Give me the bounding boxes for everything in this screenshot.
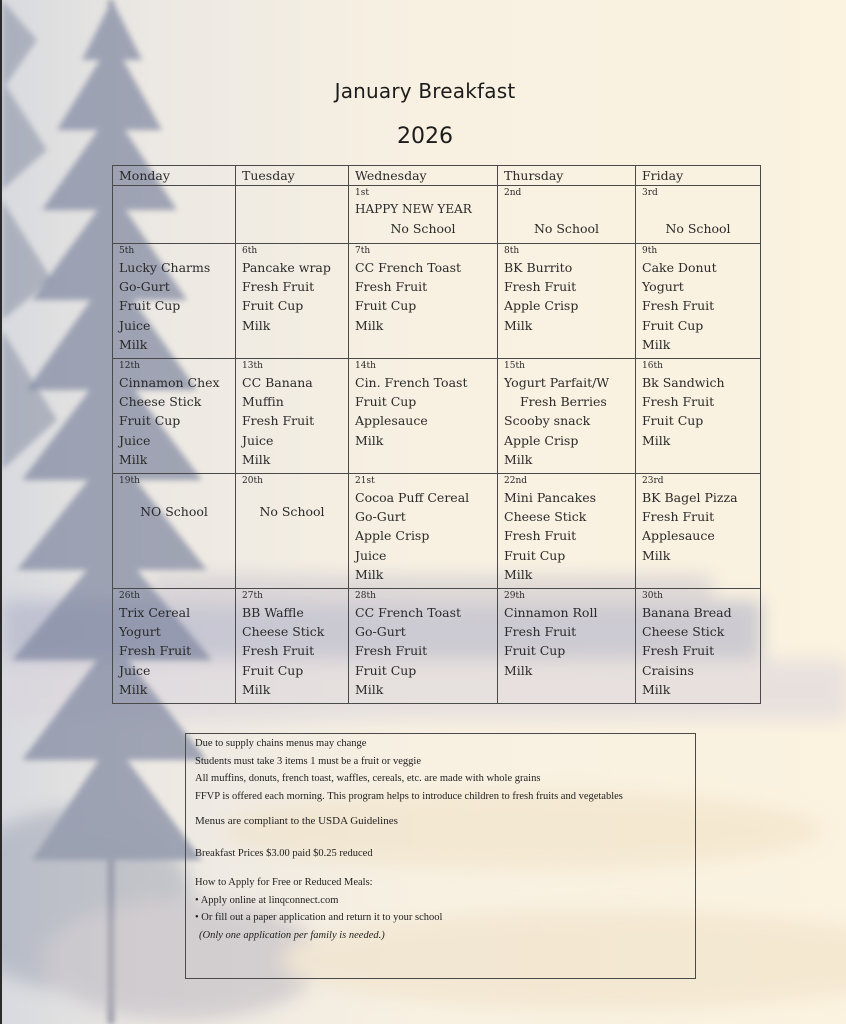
menu-item: Fresh Berries	[520, 394, 607, 410]
menu-item: Fruit Cup	[504, 547, 566, 563]
breakfast-calendar	[112, 165, 761, 704]
page-title: January Breakfast	[334, 79, 516, 103]
day-number: 23rd	[642, 476, 664, 486]
menu-item: Cinnamon Chex	[119, 375, 220, 390]
menu-item: Fresh Fruit	[242, 413, 315, 429]
day-number: 16th	[642, 361, 663, 371]
menu-item: Go-Gurt	[119, 279, 170, 295]
menu-item: Fresh Fruit	[642, 298, 715, 314]
menu-item: Milk	[642, 336, 671, 352]
compliance-note: Menus are compliant to the USDA Guidelines	[195, 815, 398, 827]
weekday-header: Tuesday	[236, 166, 349, 186]
menu-item: Apple Crisp	[355, 528, 430, 544]
menu-item: Scooby snack	[504, 413, 591, 429]
price-note: Breakfast Prices $3.00 paid $0.25 reduced	[195, 847, 373, 859]
menu-item: Juice	[119, 317, 151, 333]
day-number: 21st	[355, 476, 375, 486]
menu-item: Milk	[119, 451, 148, 467]
menu-item: Milk	[242, 317, 271, 333]
menu-item: No School	[533, 221, 600, 236]
menu-item: BK Bagel Pizza	[642, 490, 738, 505]
weekday-header: Thursday	[498, 166, 636, 186]
day-cell	[636, 244, 761, 359]
menu-item: Cocoa Puff Cereal	[355, 490, 470, 505]
menu-item: Fresh Fruit	[242, 279, 315, 295]
menu-item: CC French Toast	[355, 260, 462, 275]
day-number: 13th	[242, 361, 263, 371]
menu-item: Mini Pancakes	[504, 490, 597, 505]
menu-item: Applesauce	[642, 528, 715, 544]
menu-item: Fruit Cup	[119, 298, 181, 314]
day-cell	[349, 589, 498, 704]
day-number: 8th	[504, 246, 520, 256]
menu-item: Milk	[119, 336, 148, 352]
menu-item: Milk	[355, 317, 384, 333]
menu-item: NO School	[140, 504, 208, 519]
menu-item: Milk	[642, 681, 671, 697]
day-cell	[349, 244, 498, 359]
day-number: 3rd	[642, 188, 658, 198]
weekday-header: Friday	[636, 166, 761, 186]
menu-item: Fruit Cup	[504, 643, 566, 659]
notes-box	[185, 733, 696, 979]
menu-item: Fresh Fruit	[504, 624, 577, 640]
menu-item: No School	[390, 221, 456, 237]
day-cell	[236, 589, 349, 704]
menu-item: Milk	[242, 451, 271, 467]
menu-item: CC French Toast	[355, 605, 462, 620]
menu-item: Fresh Fruit	[504, 528, 577, 544]
apply-heading: How to Apply for Free or Reduced Meals:	[195, 877, 373, 888]
menu-item: Milk	[355, 566, 384, 582]
day-cell	[498, 359, 636, 474]
menu-item: Fresh Fruit	[642, 509, 715, 525]
menu-item: HAPPY NEW YEAR	[355, 202, 472, 216]
day-number: 26th	[119, 591, 140, 601]
day-number: 6th	[242, 246, 258, 256]
week-row	[113, 474, 761, 589]
menu-item: Apple Crisp	[504, 432, 579, 448]
menu-item: CC Banana	[242, 375, 313, 390]
menu-item: Cheese Stick	[119, 394, 202, 410]
menu-item: Banana Bread	[642, 605, 732, 620]
week-row	[113, 589, 761, 704]
menu-item: Lucky Charms	[119, 260, 211, 275]
day-cell	[113, 359, 236, 474]
menu-item: Fresh Fruit	[355, 643, 428, 659]
menu-item: Milk	[242, 681, 271, 697]
day-cell	[498, 244, 636, 359]
menu-item: Go-Gurt	[355, 509, 406, 525]
day-cell	[113, 589, 236, 704]
menu-item: Trix Cereal	[119, 605, 191, 620]
day-number: 9th	[642, 246, 658, 256]
menu-item: Fruit Cup	[119, 413, 181, 429]
day-cell	[498, 186, 636, 244]
day-number: 20th	[242, 476, 263, 486]
menu-item: Cheese Stick	[504, 509, 587, 525]
menu-item: Fruit Cup	[242, 662, 304, 678]
day-cell	[349, 474, 498, 589]
day-cell	[236, 474, 349, 589]
menu-item: Fresh Fruit	[242, 643, 315, 659]
menu-item: Fruit Cup	[355, 394, 417, 410]
menu-item: Juice	[119, 662, 151, 678]
menu-item: Fresh Fruit	[119, 643, 192, 659]
day-cell	[636, 474, 761, 589]
day-number: 29th	[504, 591, 525, 601]
note-line: Students must take 3 items 1 must be a fruit or veggie	[195, 755, 422, 767]
menu-item: Applesauce	[355, 413, 428, 429]
day-cell	[113, 474, 236, 589]
menu-item: Milk	[642, 432, 671, 448]
menu-item: Muffin	[242, 394, 284, 410]
day-cell	[236, 359, 349, 474]
menu-item: Juice	[119, 432, 151, 448]
menu-item: Bk Sandwich	[642, 375, 725, 390]
page-year: 2026	[397, 124, 453, 149]
menu-item: Yogurt	[642, 279, 684, 295]
menu-item: Milk	[504, 662, 533, 678]
day-number: 1st	[355, 188, 369, 198]
menu-item: Fruit Cup	[242, 298, 304, 314]
menu-item: Apple Crisp	[504, 298, 579, 314]
day-number: 2nd	[504, 188, 522, 198]
menu-item: Fruit Cup	[355, 298, 417, 314]
day-number: 12th	[119, 361, 140, 371]
day-number: 28th	[355, 591, 376, 601]
day-cell	[349, 359, 498, 474]
day-cell	[498, 589, 636, 704]
day-number: 15th	[504, 361, 525, 371]
day-cell	[113, 244, 236, 359]
menu-item: Milk	[119, 681, 148, 697]
note-line: All muffins, donuts, french toast, waffles, cereals, etc. are made with whole grains	[195, 773, 541, 784]
menu-item: Fruit Cup	[355, 662, 417, 678]
menu-item: Cheese Stick	[642, 624, 725, 640]
day-number: 27th	[242, 591, 263, 601]
note-line: FFVP is offered each morning. This program helps to introduce children to fresh fruits and vegetables	[195, 790, 623, 802]
day-number: 7th	[355, 246, 371, 256]
note-line: Due to supply chains menus may change	[195, 738, 367, 749]
menu-item: Craisins	[642, 662, 694, 678]
menu-item: Fruit Cup	[642, 413, 704, 429]
menu-item: Milk	[355, 681, 384, 697]
menu-item: Fruit Cup	[642, 317, 704, 333]
weekday-header: Monday	[113, 166, 236, 186]
menu-item: Juice	[242, 432, 274, 448]
menu-item: BK Burrito	[504, 260, 573, 275]
menu-item: Cake Donut	[642, 260, 717, 275]
day-number: 22nd	[504, 476, 528, 486]
menu-item: Cinnamon Roll	[504, 605, 598, 620]
apply-note: (Only one application per family is needed.)	[199, 929, 385, 941]
week-row	[113, 186, 761, 244]
day-number: 14th	[355, 361, 376, 371]
day-number: 5th	[119, 246, 135, 256]
weekday-header-row	[113, 166, 761, 186]
menu-item: BB Waffle	[242, 605, 304, 620]
menu-item: Yogurt	[119, 624, 161, 640]
menu-item: Milk	[504, 317, 533, 333]
menu-item: Cheese Stick	[242, 624, 325, 640]
apply-paper: • Or fill out a paper application and return it to your school	[195, 912, 443, 923]
menu-item: Fresh Fruit	[355, 279, 428, 295]
menu-item: Pancake wrap	[242, 260, 331, 275]
menu-item: Yogurt Parfait/W	[504, 375, 610, 390]
day-cell	[498, 474, 636, 589]
menu-item: Cin. French Toast	[355, 375, 468, 390]
menu-item: Fresh Fruit	[504, 279, 577, 295]
menu-item: Milk	[642, 547, 671, 563]
day-number: 30th	[642, 591, 663, 601]
day-cell	[636, 589, 761, 704]
day-cell	[236, 186, 349, 244]
menu-item: Milk	[355, 432, 384, 448]
day-cell	[636, 186, 761, 244]
day-cell	[113, 186, 236, 244]
apply-online: • Apply online at linqconnect.com	[195, 894, 339, 906]
menu-item: Milk	[504, 451, 533, 467]
day-number: 19th	[119, 476, 140, 486]
menu-item: Go-Gurt	[355, 624, 406, 640]
day-cell	[636, 359, 761, 474]
week-row	[113, 359, 761, 474]
menu-item: Juice	[355, 547, 387, 563]
week-row	[113, 244, 761, 359]
day-cell	[236, 244, 349, 359]
menu-item: No School	[665, 221, 731, 236]
menu-item: Fresh Fruit	[642, 394, 715, 410]
menu-item: Milk	[504, 566, 533, 582]
weekday-header: Wednesday	[349, 166, 498, 186]
menu-item: Fresh Fruit	[642, 643, 715, 659]
menu-item: No School	[259, 504, 325, 519]
day-cell	[349, 186, 498, 244]
